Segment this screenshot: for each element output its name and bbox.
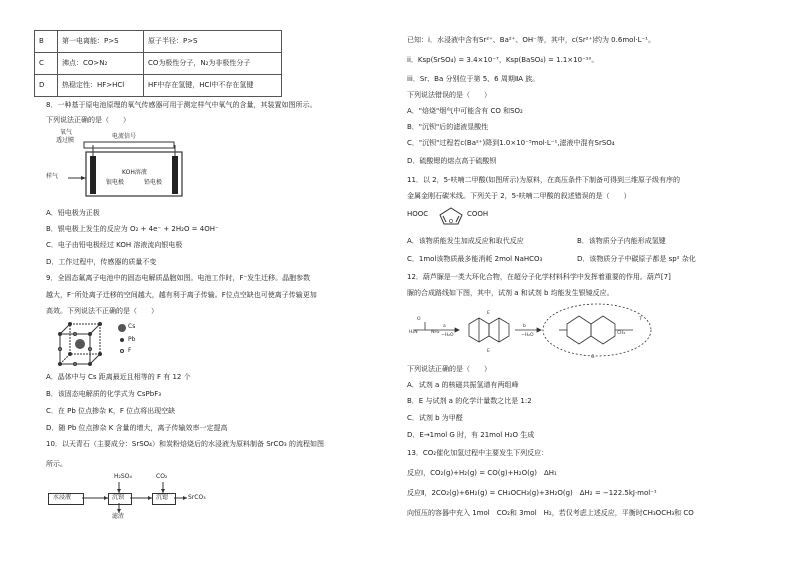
q13-reaction: 反应Ⅰ，CO₂(g)+H₂(g) = CO(g)+H₂O(g) ΔH₁ xyxy=(407,469,557,477)
q11-option: A．该物质能发生加成反应和取代反应 xyxy=(407,237,524,245)
q10-stem: 10．以天青石（主要成分：SrSO₄）和炭粉焙烧后的水浸液为原料制备 SrCO₃ 的流程如图 xyxy=(46,440,324,448)
svg-text:−H₂O: −H₂O xyxy=(441,333,454,338)
table-cell: D xyxy=(35,75,58,97)
diagram-label: 样气 xyxy=(46,173,59,180)
table-row xyxy=(35,53,282,75)
q10-flowchart xyxy=(48,474,228,524)
table-cell: 沸点：CO>N₂ xyxy=(58,53,144,75)
q11-option: B．该物质分子内能形成氢键 xyxy=(577,237,666,245)
legend-label: F xyxy=(128,347,132,354)
q12-ask: 下列说法正确的是（ ） xyxy=(407,365,491,373)
q8-option: B．银电极上发生的反应为 O₂ + 4e⁻ + 2H₂O = 4OH⁻ xyxy=(46,225,219,233)
legend-label: Pb xyxy=(128,336,136,343)
flow-label: 水浸液 xyxy=(53,494,72,501)
q11-stem: 金属金刚石碳米线。下列关于 2，5-呋喃二甲酸的叙述错误的是（ ） xyxy=(407,192,631,200)
q8-option: C．电子由铅电极经过 KOH 溶液流向银电极 xyxy=(46,241,183,249)
q11-option: D．该物质分子中碳原子都是 sp² 杂化 xyxy=(577,255,696,263)
flow-label: 滤渣 xyxy=(112,513,125,520)
q8-stem: 下列说法正确的是（ ） xyxy=(46,116,130,124)
table-cell: 第一电离能：P>S xyxy=(58,31,144,53)
q9-option: C．在 Pb 位点掺杂 K，F 位点将出现空缺 xyxy=(46,407,176,415)
diagram-label: 氧气 xyxy=(60,129,73,136)
q10-known: ii．Ksp(SrSO₄) = 3.4×10⁻⁷，Ksp(BaSO₄) = 1.1×10⁻¹⁰。 xyxy=(407,56,599,64)
q12-synthesis-route xyxy=(407,300,657,360)
svg-text:H₂N: H₂N xyxy=(409,330,418,335)
q8-option: A．铅电极为正极 xyxy=(46,209,100,217)
q9-option: A．晶体中与 Cs 距离最近且相等的 F 有 12 个 xyxy=(46,373,191,381)
table-cell: 热稳定性：HF>HCl xyxy=(58,75,144,97)
table-row xyxy=(35,31,282,53)
q10-option: D．硫酸锶的熔点高于硫酸钡 xyxy=(407,157,497,165)
diagram-label: 电流信号 xyxy=(112,133,137,140)
table-cell: C xyxy=(35,53,58,75)
q9-option: D．随 Pb 位点掺杂 K 含量的增大，离子传输效率一定提高 xyxy=(46,424,228,432)
sensor-drawing xyxy=(46,130,186,202)
flow-label: 沉钡 xyxy=(112,494,125,501)
q8-stem: 8．一种基于原电池原理的氧气传感器可用于测定样气中氧气的含量，其装置如图所示。 xyxy=(46,101,317,109)
svg-text:−H₂O: −H₂O xyxy=(521,333,534,338)
q11-option: C．1mol该物质最多能消耗 2mol NaHCO₃ xyxy=(407,255,543,263)
flow-label: 沉锶 xyxy=(156,494,169,501)
flow-arrows xyxy=(48,474,228,524)
q9-unit-cell xyxy=(50,320,170,368)
q12-option: C．试剂 b 为甲醛 xyxy=(407,414,463,422)
svg-text:E: E xyxy=(487,311,490,316)
flow-label: CO₂ xyxy=(156,473,168,480)
q9-option: B．该固态电解质的化学式为 CsPbF₃ xyxy=(46,390,162,398)
q11-stem: 11．以 2，5-呋喃二甲酸(如图所示)为原料，在高压条件下制备可得到三维原子级有序的 xyxy=(407,176,681,184)
diagram-label: 铅电极 xyxy=(144,179,163,186)
structure-label: HOOC xyxy=(407,210,429,218)
q12-stem: 12．葫芦脲是一类大环化合物，在超分子化学材料科学中发挥着重要的作用。葫芦[7] xyxy=(407,273,671,281)
q12-option: A．试剂 a 的核磁共振氢谱有两组峰 xyxy=(407,381,519,389)
q10-option: B．"沉钡"后的滤液显酸性 xyxy=(407,123,489,131)
q10-option: A．"焙烧"烟气中可能含有 CO 和SO₂ xyxy=(407,107,523,115)
q12-stem: 脲的合成路线如下图，其中，试剂 a 和试剂 b 均能发生银镜反应。 xyxy=(407,289,614,297)
q11-structure xyxy=(407,206,497,226)
svg-text:b: b xyxy=(523,324,526,329)
q10-known: iii．Sr、Ba 分别位于第 5、6 周期ⅡA 族。 xyxy=(407,75,540,83)
q9-stem: 越大，F⁻所处离子迁移的空间越大，越有利于离子传输。F位点空缺也可使离子传输更加 xyxy=(46,291,317,299)
svg-text:NH₂: NH₂ xyxy=(431,330,440,335)
q10-option: C．"沉钡"过程若c(Ba²⁺)降到1.0×10⁻⁵mol·L⁻¹,滤液中混有SrSO₄ xyxy=(407,139,615,147)
table-cell: 原子半径：P>S xyxy=(143,31,281,53)
q9-stem: 高效。下列说法不正确的是（ ） xyxy=(46,307,158,315)
diagram-label: KOH溶液 xyxy=(122,169,147,176)
q10-ask: 下列说法错误的是（ ） xyxy=(407,91,491,99)
svg-text:O: O xyxy=(417,317,421,322)
structure-label: COOH xyxy=(467,210,489,218)
table-cell: CO为极性分子，N₂为非极性分子 xyxy=(143,53,281,75)
table-cell: B xyxy=(35,31,58,53)
q13-text: 向恒压的容器中充入 1mol CO₂和 3mol H₂，若仅考虑上述反应，平衡时CH₃OCH₃和 CO xyxy=(407,509,694,517)
svg-text:G: G xyxy=(591,355,595,360)
svg-text:E: E xyxy=(487,349,490,354)
q12-option: D．E→1mol G 时，有 21mol H₂O 生成 xyxy=(407,431,535,439)
flow-label: SrCO₃ xyxy=(188,494,206,501)
q8-sensor-diagram xyxy=(46,130,186,202)
svg-text:7: 7 xyxy=(639,317,642,322)
diagram-label: 银电极 xyxy=(106,179,125,186)
table-row xyxy=(35,75,282,97)
q9-stem: 9．全固态氟离子电池中的固态电解质晶胞如图。电池工作时，F⁻发生迁移。晶胞参数 xyxy=(46,274,311,282)
svg-text:O: O xyxy=(449,219,453,225)
q12-option: B．E 与试剂 a 的化学计量数之比是 1:2 xyxy=(407,397,532,405)
legend-label: Cs xyxy=(128,323,136,330)
q10-known: 已知：i．水浸液中含有Sr²⁺、Ba²⁺、OH⁻等，其中，c(Sr²⁺)约为 0.6mol·L⁻¹。 xyxy=(407,36,655,44)
q13-reaction: 反应Ⅱ，2CO₂(g)+6H₂(g) = CH₃OCH₃(g)+3H₂O(g) ΔH₂ = −122.5kJ·mol⁻¹ xyxy=(407,489,657,497)
svg-text:CH₂: CH₂ xyxy=(617,331,626,336)
q13-stem: 13．CO₂催化加氢过程中主要发生下列反应： xyxy=(407,449,549,457)
furan-ring xyxy=(436,206,466,226)
comparison-table xyxy=(34,30,282,97)
flow-label: H₂SO₄ xyxy=(114,473,132,480)
table-cell: HF中存在氢键，HCl中不存在氢键 xyxy=(143,75,281,97)
q8-option: D．工作过程中，传感器的质量不变 xyxy=(46,258,157,266)
svg-text:a: a xyxy=(443,324,446,329)
diagram-label: 透过膜 xyxy=(56,137,75,144)
q10-stem: 所示。 xyxy=(46,460,67,468)
